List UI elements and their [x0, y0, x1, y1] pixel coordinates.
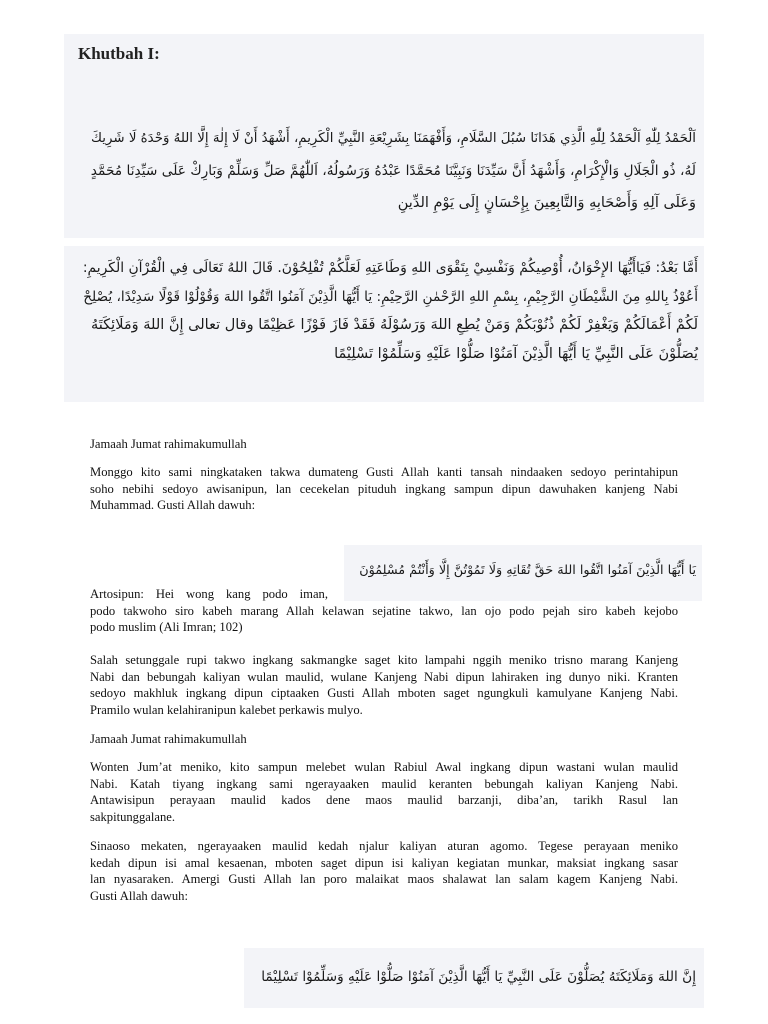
text-line: lan nyasaraken. Amergi Gusti Allah lan poro malaikat maos shalawat lan salam kagem Kanjeng Nabi. — [90, 872, 678, 886]
text-line: Antawisipun perayaan maulid kados dene maos maulid barzanji, diba’an, tarikh Rasul lan — [90, 793, 678, 807]
text-line: Muhammad. Gusti Allah dawuh: — [90, 498, 256, 512]
arabic-opening-text — [78, 123, 696, 219]
text-line: Monggo kito sami ningkataken takwa dumateng Gusti Allah kanti tansah nindaaken sedoyo perintahipun — [90, 465, 678, 479]
arabic-line: يُصَلُّوْنَ عَلَى النَّبِيِّ يَا أَيُّهَا الَّذِيْنَ آمَنُوْا صَلُّوْا عَلَيْهِ وَسَلِّمُوْا تَسْلِيْمًا — [334, 345, 698, 362]
text-line: kedah dipun isi amal kesaenan, mboten saget dipun isi kaliyan kegiatan munkar, maksiat ingkang sasar — [90, 855, 678, 870]
arabic-line: إِنَّ اللهَ وَمَلَائِكَتَهُ يُصَلُّوْنَ عَلَى النَّبِيِّ يَا أَيُّهَا الَّذِيْنَ آمَنُوْا صَلُّوْا عَلَيْهِ وَسَلِّمُوْا تَسْلِيْمًا — [261, 969, 696, 985]
text-line: Sinaoso mekaten, ngerayaaken maulid kedah njalur kaliyan aturan agomo. Tegese perayaan meniko — [90, 839, 678, 853]
takwa-paragraph — [90, 464, 678, 514]
arabic-amma-badu-text — [70, 254, 698, 368]
text-line: podo takwoho siro kabeh marang Allah kelawan sejatine takwo, lan ojo podo pejah siro kabeh kejobo — [90, 603, 678, 618]
arabic-line: يَا أَيُّهَا الَّذِيْنَ آمَنُوا اتَّقُوا اللهَ حَقَّ تُقَاتِهِ وَلَا تَمُوْتُنَّ إِلَّا وَأَنْتُمْ مُسْلِمُوْنَ — [359, 563, 696, 578]
greeting-paragraph: Jamaah Jumat rahimakumullah — [90, 732, 247, 746]
arabic-line: أَعُوْذُ بِاللهِ مِنَ الشَّيْطَانِ الرَّجِيْمِ، بِسْمِ اللهِ الرَّحْمٰنِ الرَّحِيْمِ: يَا أَيُّهَا الَّذِيْنَ آمَنُوا اتَّقُوا اللهَ وَقُوْلُوْا قَوْلًا سَدِيْدًا، يُصْلِحْ — [83, 288, 698, 305]
text-line: Salah setunggale rupi takwo ingkang sakmangke saget kito lampahi nggih meniko trisno marang Kanjeng — [90, 653, 678, 667]
arabic-line: لَهُ، ذُو الْجَلَالِ وَالْإِكْرَامِ، وَأَشْهَدُ أَنَّ سَيِّدَنَا وَنَبِيَّنَا مُحَمَّدًا عَبْدُهُ وَرَسُولُهُ، اَللّٰهُمَّ صَلِّ وَسَلِّمْ وَبَارِكْ عَلَى سَيِّدِنَا مُحَمَّدٍ — [90, 163, 696, 179]
arabic-line: أَمَّا بَعْدُ: فَيَاأَيُّهَا الإِخْوَانُ، أُوْصِيكُمْ وَنَفْسِيْ بِتَقْوَى اللهِ وَطَاعَتِهِ لَعَلَّكُمْ تُفْلِحُوْنَ. قَالَ اللهُ تَعَالَى فِي الْقُرْآنِ الْكَرِيمِ: — [82, 260, 698, 276]
rabiul-awal-paragraph — [90, 759, 678, 825]
text-line: Artosipun: Hei wong kang podo iman, — [90, 587, 328, 601]
arabic-line: لَكُمْ أَعْمَالَكُمْ وَيَغْفِرْ لَكُمْ ذُنُوْبَكُمْ وَمَنْ يُطِعِ اللهَ وَرَسُوْلَهُ فَقَدْ فَازَ فَوْزًا عَظِيْمًا وقال تعالى إِنَّ اللهَ وَمَلَائِكَتَهُ — [91, 317, 698, 333]
maulid-love-paragraph — [90, 652, 678, 718]
text-line: Nabi. Katah tiyang ingkang sami ngerayaaken maulid keranten bebungah kaliyan Kanjeng Nabi. — [90, 776, 678, 791]
text-line: soho nebihi sedoyo awisanipun, lan cecekelan pituduh ingkang sampun dipun dawuhaken kanjeng Nabi — [90, 481, 678, 496]
maulid-rules-paragraph — [90, 838, 678, 904]
arabic-line: وَعَلَى آلِهِ وَأَصْحَابِهِ وَالتَّابِعِينَ بِإِحْسَانٍ إِلَى يَوْمِ الدِّينِ — [397, 195, 696, 211]
text-line: sedoyo makhluk ingkang dipun ciptaaken Gusti Allah mboten saget ngungkuli kamulyane Kanjeng Nabi. — [90, 686, 678, 700]
text-line: Wonten Jum’at meniko, kito sampun melebet wulan Rabiul Awal ingkang dipun wastani wulan maulid — [90, 760, 678, 774]
translation-paragraph — [90, 586, 678, 636]
text-line: Nabi dan bebungah kaliyan wulan maulid, wulane Kanjeng Nabi dipun lahiraken ing dunyo niki. Kranten — [90, 669, 678, 684]
arabic-verse-shalawat — [252, 962, 696, 992]
section-heading: Khutbah I: — [78, 44, 160, 63]
text-line: Gusti Allah dawuh: — [90, 888, 188, 903]
greeting-paragraph: Jamaah Jumat rahimakumullah — [90, 437, 247, 451]
text-line: podo muslim (Ali Imran; 102) — [90, 620, 243, 634]
text-line: Pramilo wulan kelahiranipun kalebet perkawis mulyo. — [90, 702, 363, 717]
arabic-verse-ali-imran — [352, 556, 696, 586]
arabic-line: اَلْحَمْدُ لِلّٰهِ اَلْحَمْدُ لِلّٰهِ الَّذِي هَدَانَا سُبُلَ السَّلَامِ، وَأَفْهَمَنَا بِشَرِيْعَةِ النَّبِيِّ الْكَرِيمِ، أَشْهَدُ أَنْ لَا إِلٰهَ إِلَّا اللهُ وَحْدَهُ لَا شَرِيكَ — [91, 131, 696, 146]
text-line: sakpitunggalane. — [90, 809, 175, 824]
